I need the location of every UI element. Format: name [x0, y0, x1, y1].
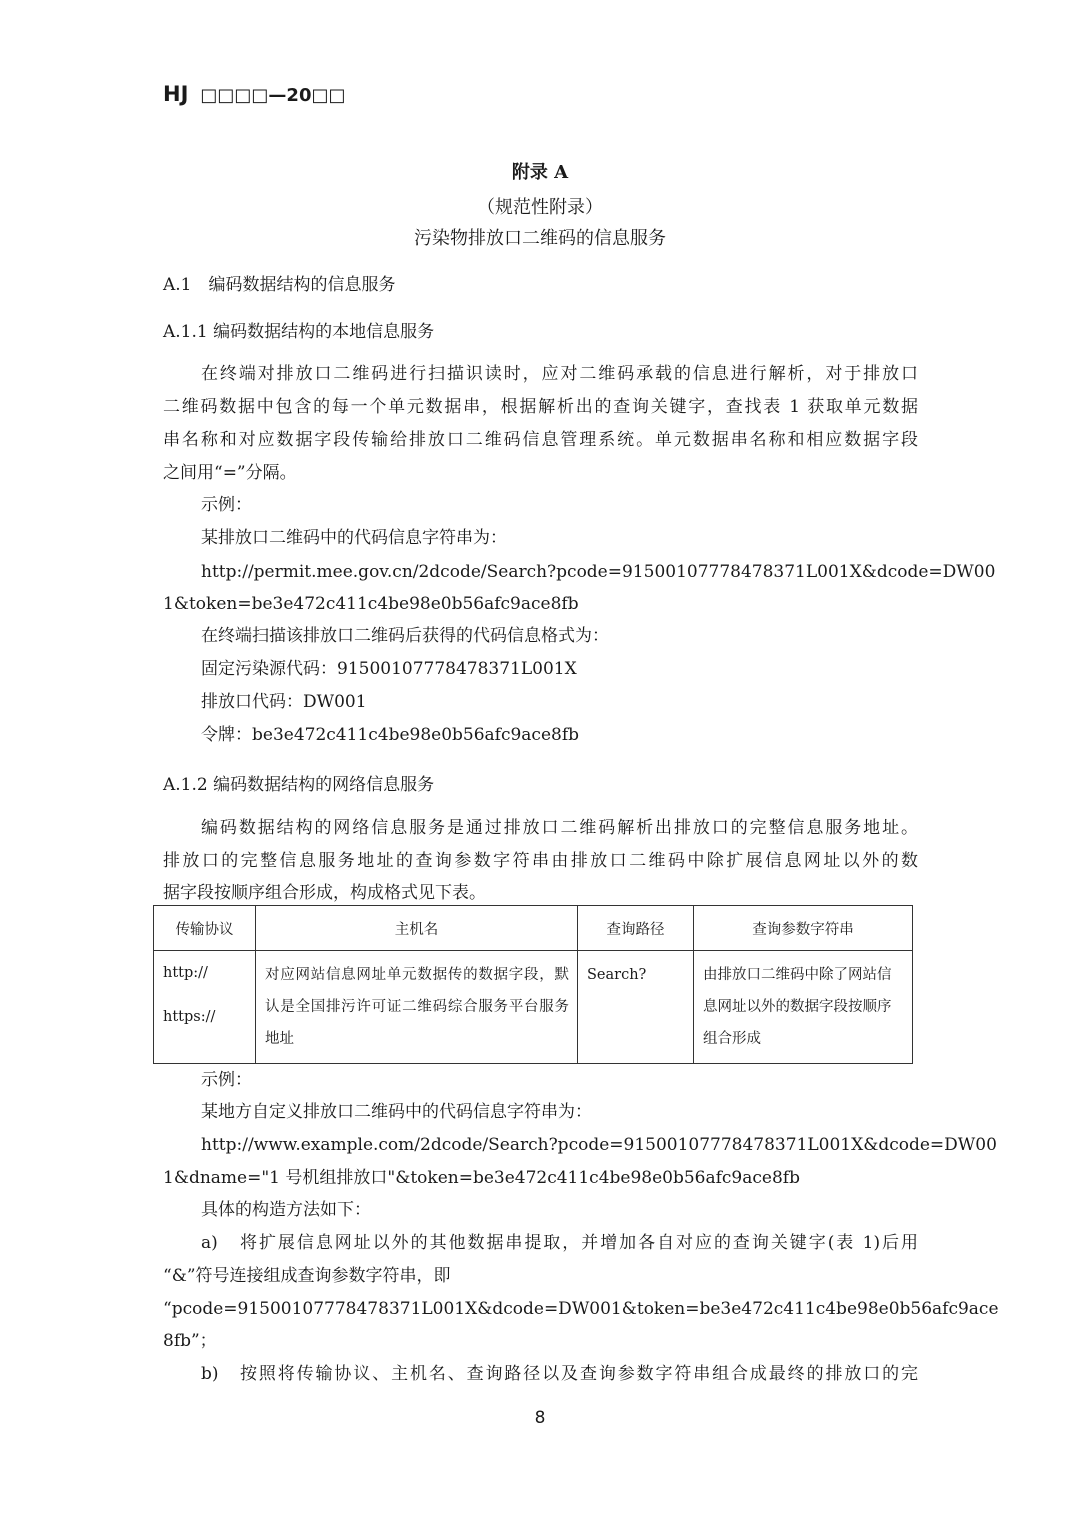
decoded-field-outlet-code: 排放口代码：DW001	[201, 692, 367, 712]
table-header-cell: 主机名	[256, 906, 578, 951]
table-header-row	[154, 906, 913, 951]
protocol-http: http://	[163, 965, 208, 981]
section-a11-heading: A.1.1 编码数据结构的本地信息服务	[163, 322, 435, 342]
example-url-line: http://permit.mee.gov.cn/2dcode/Search?pcode=91500107778478371L001X&dcode=DW00	[201, 562, 996, 582]
example-url-line: http://www.example.com/2dcode/Search?pcode=91500107778478371L001X&dcode=DW00	[201, 1135, 997, 1155]
list-marker-a: a)	[201, 1233, 218, 1253]
example-label: 示例：	[201, 1070, 252, 1090]
host-cell: 对应网站信息网址单元数据传的数据字段，默认是全国排污许可证二维码综合服务平台服务地址	[256, 951, 578, 1064]
list-item-a-line: “&”符号连接组成查询参数字符串，即	[163, 1266, 451, 1286]
method-intro: 具体的构造方法如下：	[201, 1200, 371, 1220]
section-a12-heading: A.1.2 编码数据结构的网络信息服务	[163, 775, 435, 795]
decoded-field-source-code: 固定污染源代码：91500107778478371L001X	[201, 659, 577, 679]
decoded-intro: 在终端扫描该排放口二维码后获得的代码信息格式为：	[201, 626, 609, 646]
section-a1-heading: A.1 编码数据结构的信息服务	[163, 275, 396, 295]
paragraph-line: 在终端对排放口二维码进行扫描识读时，应对二维码承载的信息进行解析，对于排放口	[201, 364, 918, 384]
protocol-https: https://	[163, 1009, 216, 1025]
table-row	[154, 951, 913, 1064]
standard-code: □□□□—20□□	[200, 85, 346, 106]
url-structure-table	[153, 905, 913, 1064]
protocol-cell	[154, 951, 256, 1064]
page-header	[163, 82, 345, 106]
paragraph-line: 串名称和对应数据字段传输给排放口二维码信息管理系统。单元数据串名称和相应数据字段	[163, 430, 918, 450]
example-label: 示例：	[201, 495, 252, 515]
list-marker-b: b)	[201, 1364, 219, 1384]
table-header-cell: 传输协议	[154, 906, 256, 951]
example-intro: 某地方自定义排放口二维码中的代码信息字符串为：	[201, 1102, 592, 1122]
paragraph-line: 编码数据结构的网络信息服务是通过排放口二维码解析出排放口的完整信息服务地址。	[201, 818, 918, 838]
table-header-cell: 查询参数字符串	[694, 906, 913, 951]
list-item-a-line: “pcode=91500107778478371L001X&dcode=DW001&token=be3e472c411c4be98e0b56afc9ace	[163, 1299, 999, 1319]
standard-prefix: HJ	[163, 82, 189, 106]
appendix-subtitle: （规范性附录）	[477, 197, 603, 218]
decoded-field-token: 令牌：be3e472c411c4be98e0b56afc9ace8fb	[201, 725, 580, 745]
list-item-a-line: 将扩展信息网址以外的其他数据串提取，并增加各自对应的查询关键字(表 1)后用	[240, 1233, 918, 1253]
example-intro: 某排放口二维码中的代码信息字符串为：	[201, 528, 507, 548]
path-cell: Search?	[578, 951, 694, 1064]
paragraph-line: 二维码数据中包含的每一个单元数据串，根据解析出的查询关键字，查找表 1 获取单元数据	[163, 397, 918, 417]
paragraph-line: 之间用“=”分隔。	[163, 463, 297, 483]
appendix-title: 附录 A	[511, 162, 569, 183]
list-item-b-line: 按照将传输协议、主机名、查询路径以及查询参数字符串组合成最终的排放口的完	[240, 1364, 918, 1384]
list-item-a-line: 8fb”；	[163, 1331, 217, 1351]
table-header-cell: 查询路径	[578, 906, 694, 951]
appendix-heading: 污染物排放口二维码的信息服务	[414, 228, 666, 249]
paragraph-line: 排放口的完整信息服务地址的查询参数字符串由排放口二维码中除扩展信息网址以外的数	[163, 851, 918, 871]
query-cell: 由排放口二维码中除了网站信息网址以外的数据字段按顺序组合形成	[694, 951, 913, 1064]
paragraph-line: 据字段按顺序组合形成，构成格式见下表。	[163, 883, 486, 903]
example-url-line: 1&dname="1 号机组排放口"&token=be3e472c411c4be98e0b56afc9ace8fb	[163, 1168, 800, 1188]
page-number: 8	[534, 1408, 546, 1428]
example-url-line: 1&token=be3e472c411c4be98e0b56afc9ace8fb	[163, 594, 579, 614]
